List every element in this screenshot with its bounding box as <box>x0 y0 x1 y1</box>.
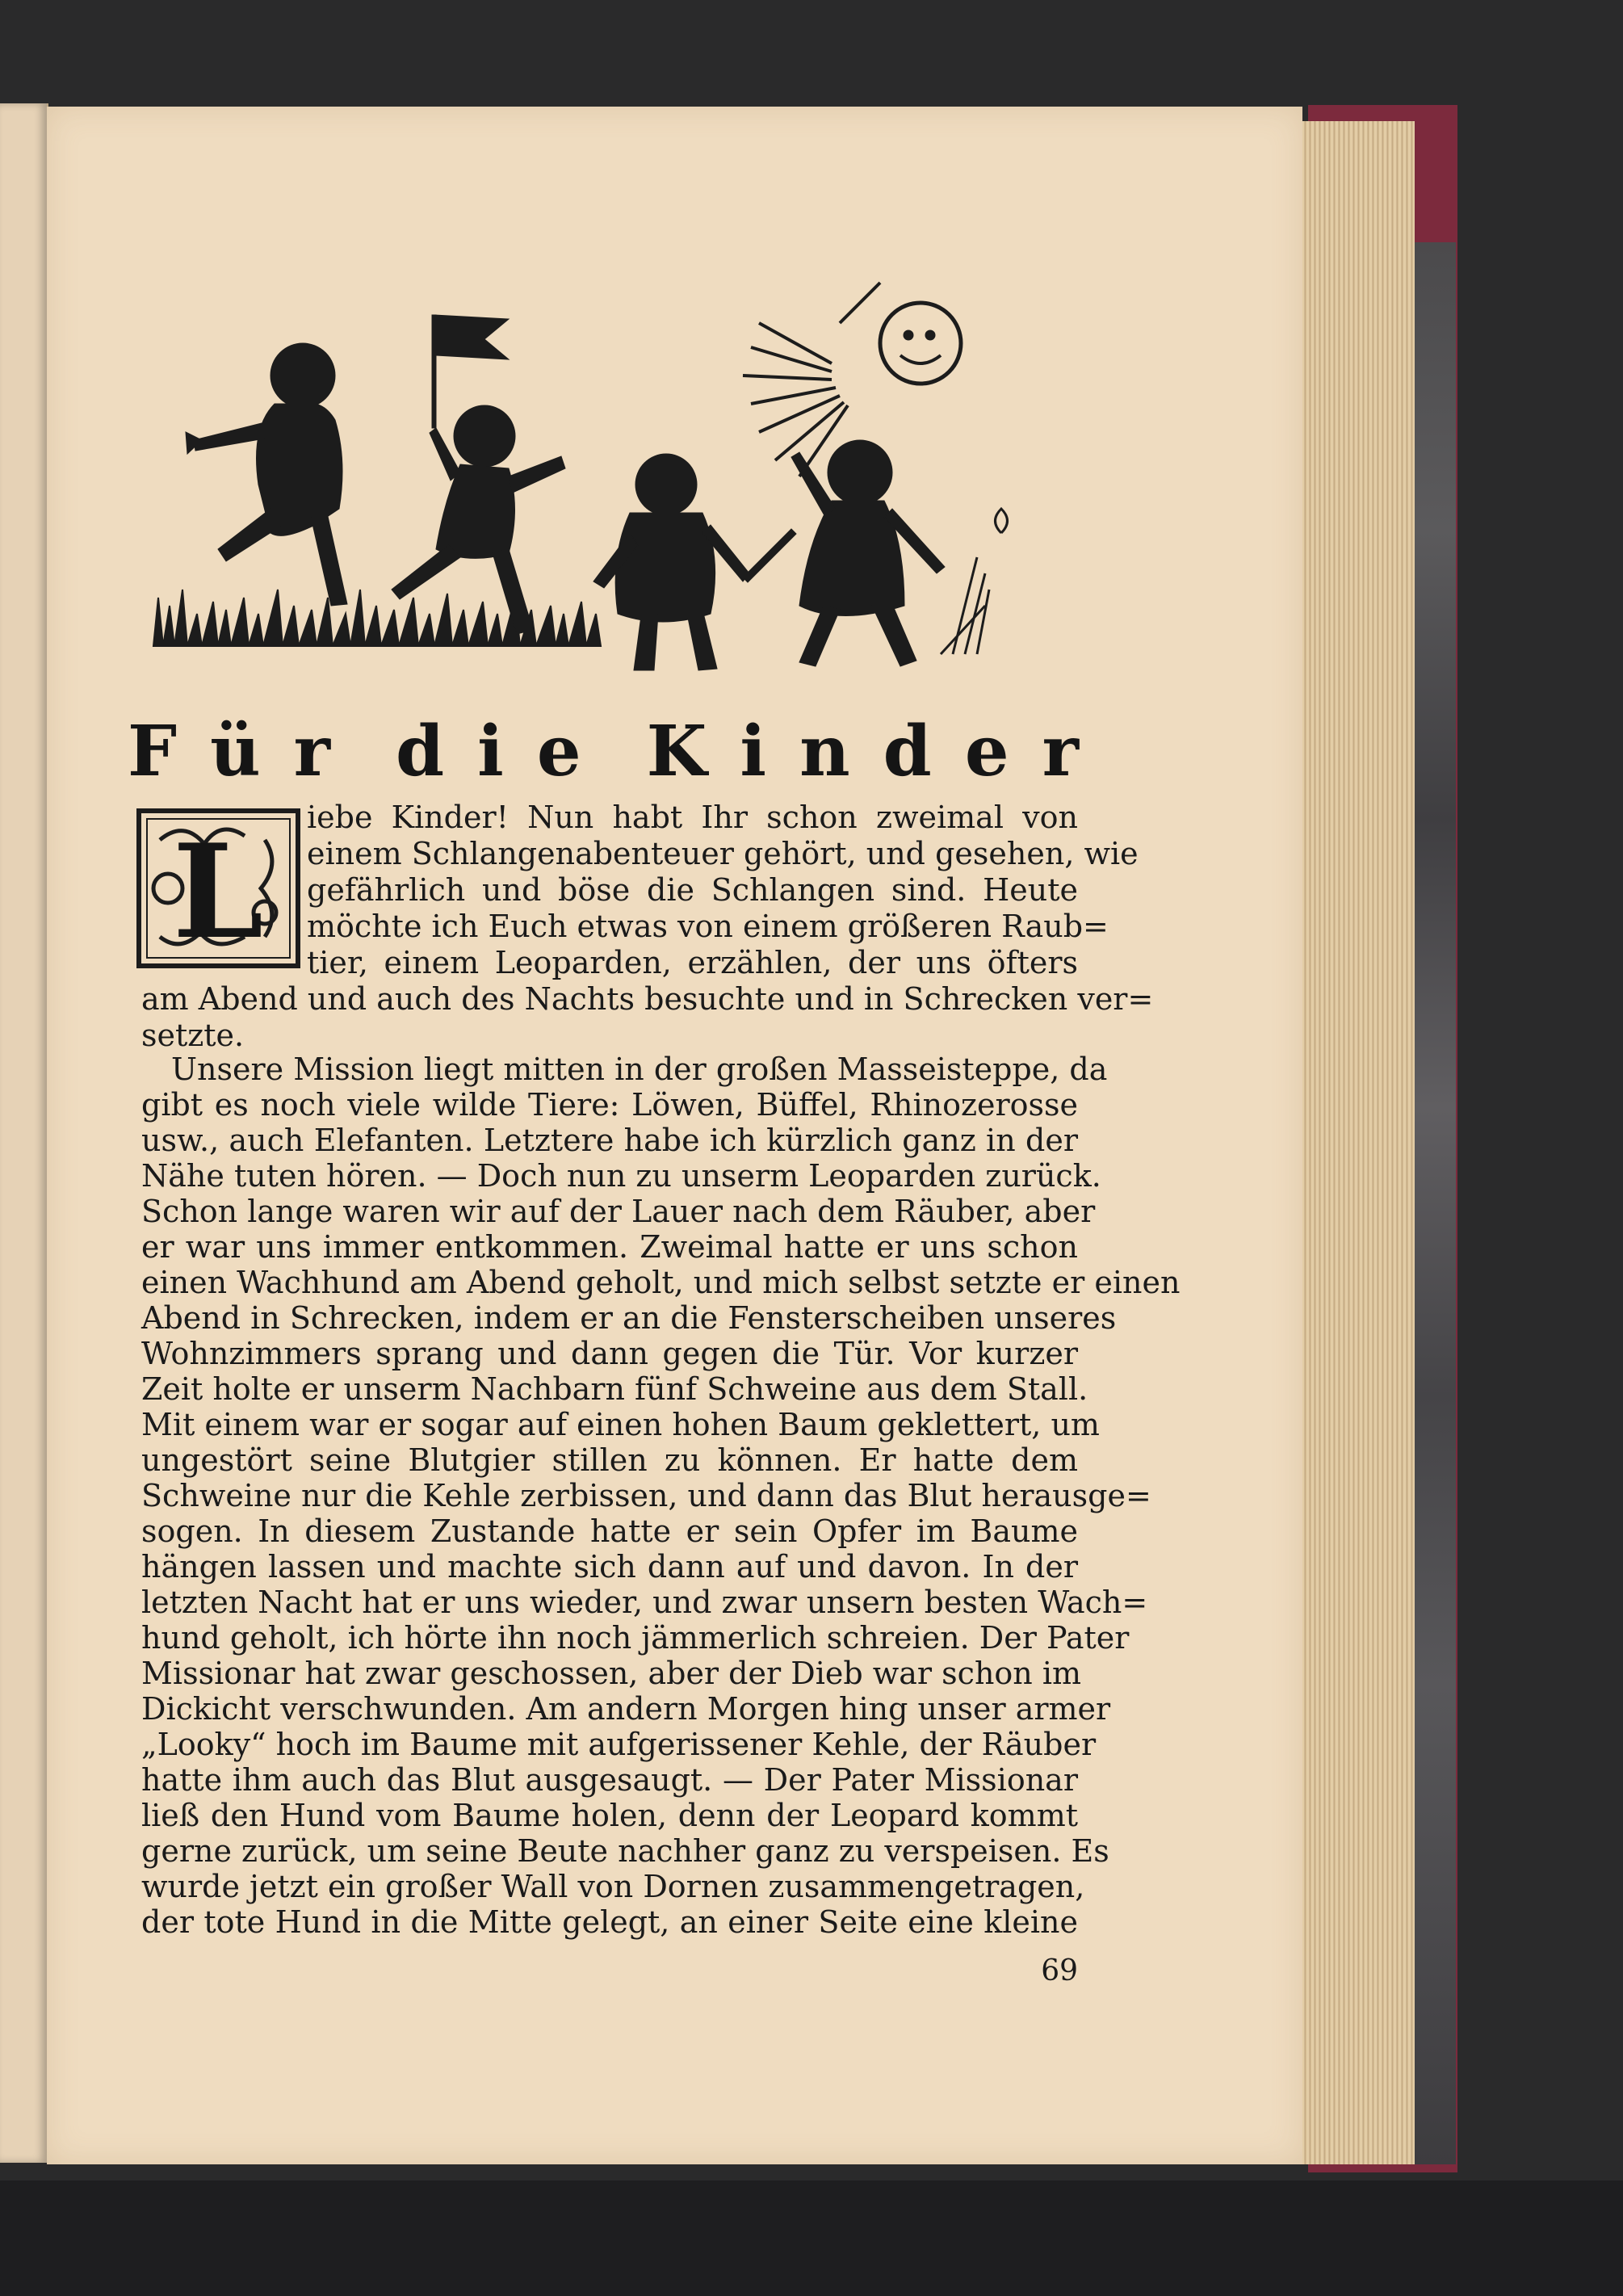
text-line: gibt es noch viele wilde Tiere: Löwen, Büffel, Rhinozerosse <box>141 1087 1078 1123</box>
heading-letter: F <box>128 710 178 792</box>
text-line: hatte ihm auch das Blut ausgesaugt. — Der Pater Missionar <box>141 1762 1078 1798</box>
heading-letter: i <box>477 710 504 792</box>
heading-letter: d <box>396 710 445 792</box>
text-line: hund geholt, ich hörte ihn noch jämmerlich schreien. Der Pater <box>141 1620 1130 1656</box>
text-line: am Abend und auch des Nachts besuchte und in Schrecken ver= <box>141 981 1154 1017</box>
page-edges <box>1300 121 1415 2164</box>
text-line: setzte. <box>141 1018 245 1053</box>
heading-letter: r <box>293 710 330 792</box>
text-line: „Looky“ hoch im Baume mit aufgerissener Kehle, der Räuber <box>141 1727 1097 1762</box>
text-line: Nähe tuten hören. — Doch nun zu unserm Leoparden zurück. <box>141 1158 1101 1194</box>
text-line: sogen. In diesem Zustande hatte er sein Opfer im Baume <box>141 1513 1078 1549</box>
grass <box>153 590 601 646</box>
text-line: usw., auch Elefanten. Letztere habe ich kürzlich ganz in der <box>141 1123 1078 1158</box>
heading-letter: i <box>740 710 767 792</box>
text-line: letzten Nacht hat er uns wieder, und zwar unsern besten Wach= <box>141 1585 1148 1620</box>
text-line: Abend in Schrecken, indem er an die Fensterscheiben unseres <box>141 1300 1117 1336</box>
drop-cap-letter: L <box>172 816 264 968</box>
heading-letter: ü <box>210 710 261 792</box>
book-cover-bottom <box>0 2181 1623 2296</box>
text-line: Missionar hat zwar geschossen, aber der Dieb war schon im <box>141 1656 1082 1691</box>
text-line: Dickicht verschwunden. Am andern Morgen hing unser armer <box>141 1691 1111 1727</box>
text-line: iebe Kinder! Nun habt Ihr schon zweimal von <box>307 800 1078 835</box>
text-line: hängen lassen und machte sich dann auf und davon. In der <box>141 1549 1078 1585</box>
text-line: Schweine nur die Kehle zerbissen, und dann das Blut herausge= <box>141 1478 1151 1513</box>
page-heading <box>128 711 1079 791</box>
text-line: Mit einem war er sogar auf einen hohen Baum geklettert, um <box>141 1407 1100 1442</box>
heading-letter: e <box>536 710 581 792</box>
facing-page-edge <box>0 103 48 2163</box>
text-line: möchte ich Euch etwas von einem größeren Raub= <box>307 909 1109 944</box>
text-line: ungestört seine Blutgier stillen zu können. Er hatte dem <box>141 1442 1078 1478</box>
text-line: einen Wachhund am Abend geholt, und mich selbst setzte er einen <box>141 1265 1181 1300</box>
text-line: er war uns immer entkommen. Zweimal hatte er uns schon <box>141 1229 1078 1265</box>
heading-letter: d <box>883 710 932 792</box>
text-line: gefährlich und böse die Schlangen sind. Heute <box>307 872 1078 908</box>
text-line: wurde jetzt ein großer Wall von Dornen zusammengetragen, <box>141 1869 1085 1904</box>
text-line: Wohnzimmers sprang und dann gegen die Tür. Vor kurzer <box>141 1336 1078 1371</box>
text-line: einem Schlangenabenteuer gehört, und gesehen, wie <box>307 836 1139 871</box>
children-silhouettes-with-sun-icon <box>129 267 1050 699</box>
text-line: gerne zurück, um seine Beute nachher ganz zu verspeisen. Es <box>141 1833 1109 1869</box>
heading-letter: e <box>964 710 1009 792</box>
heading-letter: r <box>1042 710 1079 792</box>
text-line: der tote Hund in die Mitte gelegt, an einer Seite eine kleine <box>141 1904 1078 1940</box>
text-line: ließ den Hund vom Baume holen, denn der Leopard kommt <box>141 1798 1078 1833</box>
page-number: 69 <box>1041 1954 1078 1987</box>
heading-letter: n <box>799 710 850 792</box>
text-line: Zeit holte er unserm Nachbarn fünf Schweine aus dem Stall. <box>141 1371 1088 1407</box>
heading-letter: K <box>646 710 707 792</box>
text-line: Schon lange waren wir auf der Lauer nach dem Räuber, aber <box>141 1194 1096 1229</box>
text-line: tier, einem Leoparden, erzählen, der uns öfters <box>307 945 1078 980</box>
drop-cap <box>136 808 301 969</box>
text-line: Unsere Mission liegt mitten in der großen Masseisteppe, da <box>171 1051 1108 1087</box>
